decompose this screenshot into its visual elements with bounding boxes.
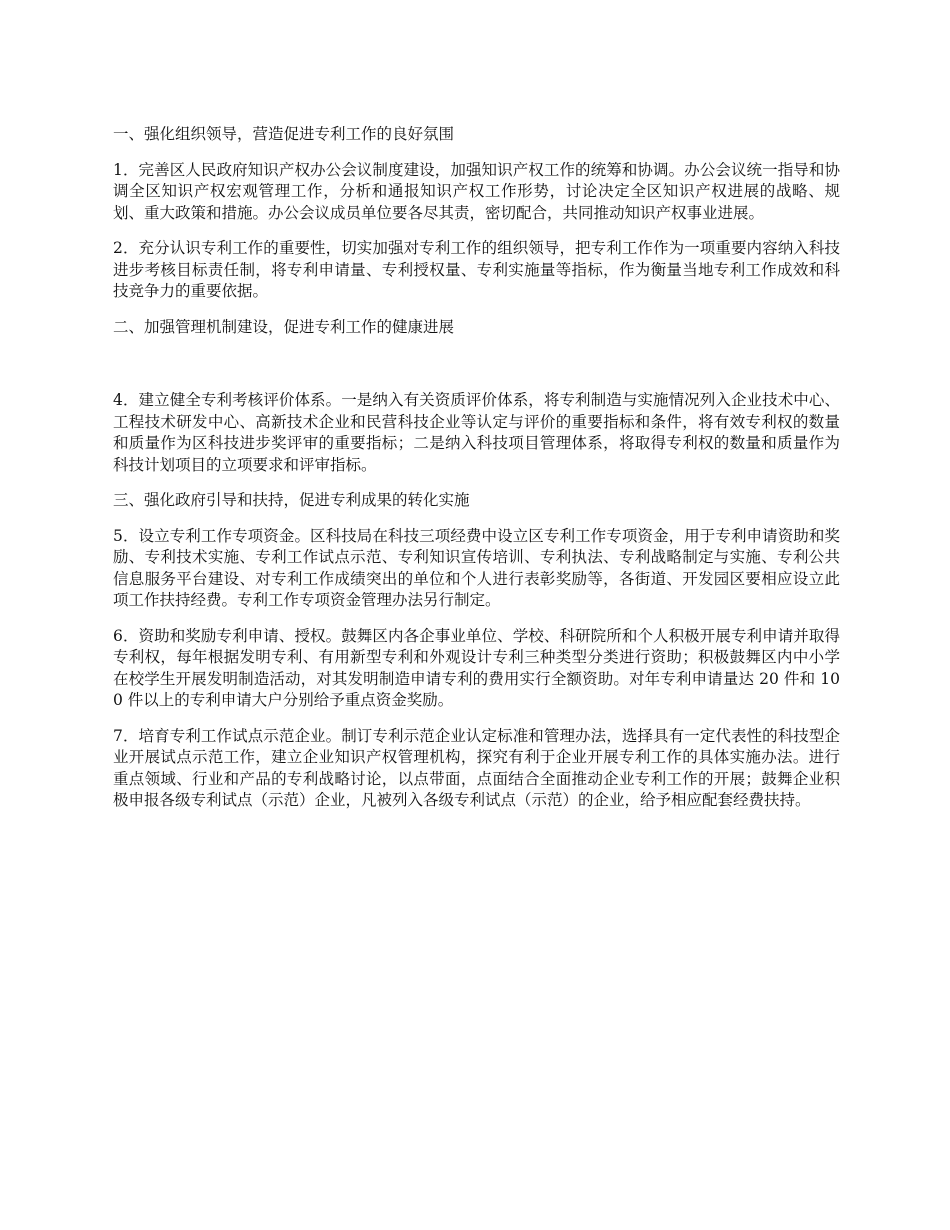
paragraph-6: 6．资助和奖励专利申请、授权。鼓舞区内各企事业单位、学校、科研院所和个人积极开展专利申请并取得专利权，每年根据发明专利、有用新型专利和外观设计专利三种类型分类进行资助；积极鼓舞区内中小学在校学生开展发明制造活动，对其发明制造申请专利的费用实行全额资助。对年专利申请量达 20 件和 100 件以上的专利申请大户分别给予重点资金奖励。 (113, 626, 840, 709)
blank-space (113, 352, 840, 390)
section-heading-2: 二、加强管理机制建设，促进专利工作的健康进展 (113, 317, 455, 336)
document-body (113, 124, 840, 826)
section-heading-3: 三、强化政府引导和扶持，促进专利成果的转化实施 (113, 491, 470, 509)
paragraph-4: 4．建立健全专利考核评价体系。一是纳入有关资质评价体系，将专利制造与实施情况列入企业技术中心、工程技术研发中心、高新技术企业和民营科技企业等认定与评价的重要指标和条件，将有效专利权的数量和质量作为区科技进步奖评审的重要指标；二是纳入科技项目管理体系，将取得专利权的数量和质量作为科技计划项目的立项要求和评审指标。 (113, 391, 840, 474)
paragraph-7: 7．培育专利工作试点示范企业。制订专利示范企业认定标准和管理办法，选择具有一定代表性的科技型企业开展试点示范工作，建立企业知识产权管理机构，探究有利于企业开展专利工作的具体实施办法。进行重点领域、行业和产品的专利战略讨论，以点带面，点面结合全面推动企业专利工作的开展；鼓舞企业积极申报各级专利试点（示范）企业，凡被列入各级专利试点（示范）的企业，给予相应配套经费扶持。 (113, 726, 840, 809)
paragraph-2: 2．充分认识专利工作的重要性，切实加强对专利工作的组织领导，把专利工作作为一项重要内容纳入科技进步考核目标责任制，将专利申请量、专利授权量、专利实施量等指标，作为衡量当地专利工作成效和科技竞争力的重要依据。 (113, 239, 840, 300)
paragraph-5: 5．设立专利工作专项资金。区科技局在科技三项经费中设立区专利工作专项资金，用于专利申请资助和奖励、专利技术实施、专利工作试点示范、专利知识宣传培训、专利执法、专利战略制定与实施、专利公共信息服务平台建设、对专利工作成绩突出的单位和个人进行表彰奖励等，各街道、开发园区要相应设立此项工作扶持经费。专利工作专项资金管理办法另行制定。 (113, 526, 840, 609)
section-heading-1: 一、强化组织领导，营造促进专利工作的良好氛围 (113, 125, 455, 143)
paragraph-1: 1．完善区人民政府知识产权办公会议制度建设，加强知识产权工作的统筹和协调。办公会议统一指导和协调全区知识产权宏观管理工作，分析和通报知识产权工作形势，讨论决定全区知识产权进展的战略、规划、重大政策和措施。办公会议成员单位要各尽其责，密切配合，共同推动知识产权事业进展。 (113, 160, 840, 222)
